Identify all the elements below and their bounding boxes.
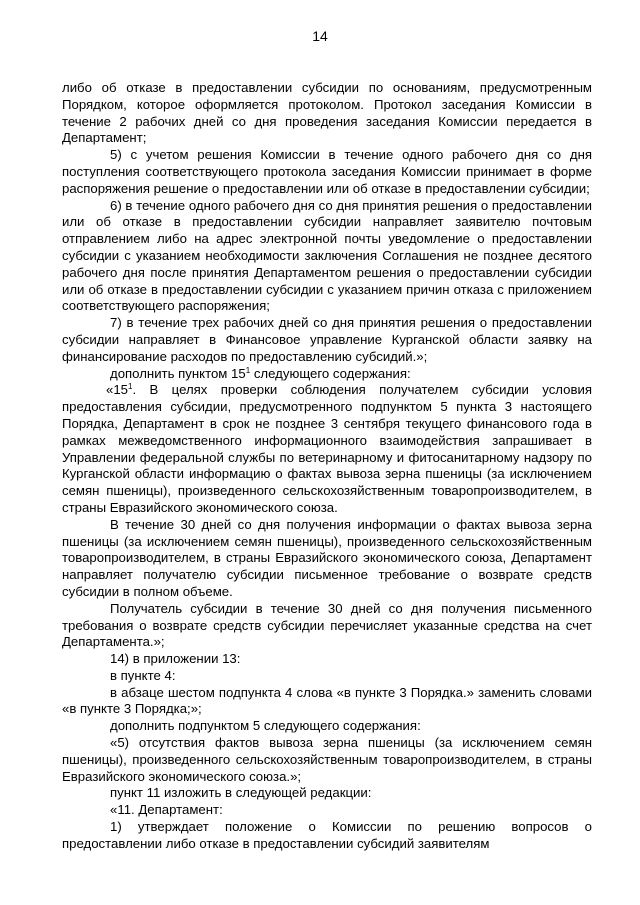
paragraph: 14) в приложении 13:: [110, 651, 241, 667]
paragraph: «11. Департамент:: [110, 802, 223, 818]
paragraph: [62, 366, 592, 383]
paragraph: в пункте 4:: [110, 667, 176, 683]
paragraph: В течение 30 дней со дня получения информации о фактах вывоза зерна пшеницы (за исключением семян пшеницы), произведенного сельскохозяйственным товаропроизводителем, в страны Евразийского экономического союза, Департамент направляет получателю субсидии письменное требование о возврате средств субсидии в полном объеме.: [62, 516, 592, 599]
paragraph: «5) отсутствия фактов вывоза зерна пшеницы (за исключением семян пшеницы), произведенного сельскохозяйственным товаропроизводителем, в страны Евразийского экономического союза.»;: [62, 735, 592, 784]
document-body: [62, 80, 592, 853]
paragraph: 1) утверждает положение о Комиссии по решению вопросов о предоставлении либо отказе в предоставлении субсидий заявителям: [62, 819, 592, 851]
paragraph: пункт 11 изложить в следующей редакции:: [110, 785, 372, 801]
paragraph-text: дополнить пунктом 15: [110, 365, 246, 381]
paragraph: 6) в течение одного рабочего дня со дня принятия решения о предоставлении или об отказе в предоставлении субсидии направляет заявителю почтовым отправлением либо на адрес электронной почты уведомление о предоставлении субсидии с указанием необходимости заключения Соглашения не позднее десятого рабочего дня после принятия Департаментом решения о предоставлении субсидии или об отказе в предоставлении субсидии с указанием причин отказа с приложением соответствующего распоряжения;: [62, 197, 592, 314]
paragraph: в абзаце шестом подпункта 4 слова «в пункте 3 Порядка.» заменить словами «в пункте 3 Порядка;»;: [62, 684, 592, 717]
paragraph: 5) с учетом решения Комиссии в течение одного рабочего дня со дня поступления соответствующего протокола заседания Комиссии принимает в форме распоряжения решение о предоставлении или об отказе в предоставлении субсидии;: [62, 147, 592, 196]
superscript: 1: [128, 382, 133, 392]
paragraph: либо об отказе в предоставлении субсидии по основаниям, предусмотренным Порядком, которое оформляется протоколом. Протокол заседания Комиссии в течение 2 рабочих дней со дня проведения заседания Комиссии передается в Департамент;: [62, 80, 592, 146]
superscript: 1: [245, 365, 251, 375]
paragraph: [62, 382, 592, 516]
paragraph-text: «15: [106, 382, 129, 398]
page-number: 14: [312, 28, 328, 44]
paragraph-text: . В целях проверки соблюдения получателем субсидии условия предоставления субсидии, предусмотренного подпунктом 5 пункта 3 настоящего Порядка, Департамент в срок не позднее 3 сентября текущего финансового года в рамках межведомственного информационного взаимодействия запрашивает в Управлении федеральной службы по ветеринарному и фитосанитарному надзору по Курганской области информацию о фактах вывоза зерна пшеницы (за исключением семян пшеницы), произведенного сельскохозяйственным товаропроизводителем, в страны Евразийского экономического союза.: [62, 382, 592, 515]
paragraph: Получатель субсидии в течение 30 дней со дня получения письменного требования о возврате средств субсидии перечисляет указанные средства на счет Департамента.»;: [62, 600, 592, 650]
paragraph: 7) в течение трех рабочих дней со дня принятия решения о предоставлении субсидии направляет в Финансовое управление Курганской области заявку на финансирование расходов по предоставлению субсидий.»;: [62, 315, 592, 364]
paragraph-text: следующего содержания:: [250, 365, 411, 381]
paragraph: дополнить подпунктом 5 следующего содержания:: [110, 718, 421, 734]
